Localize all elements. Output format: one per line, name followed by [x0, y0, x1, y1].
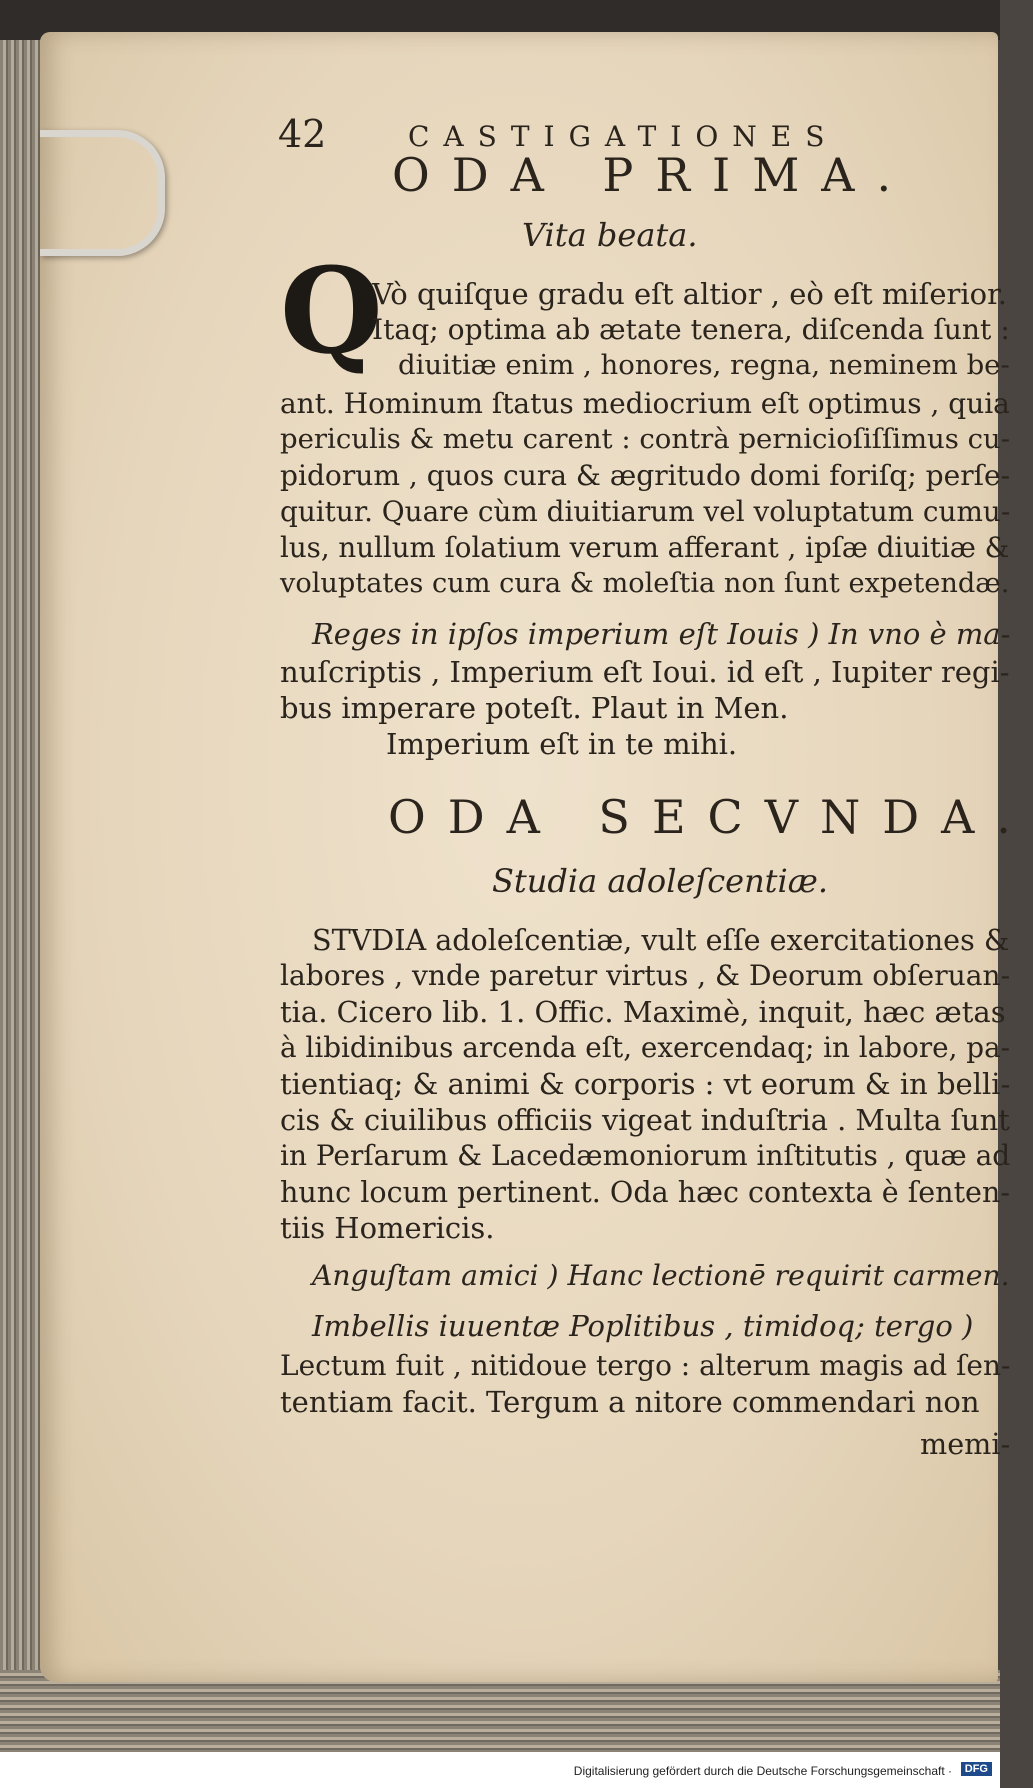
- digitization-footer: [0, 1752, 1000, 1788]
- ode-1-line: Vò quiſque gradu eſt altior , eò eſt miſerior.: [372, 277, 1008, 311]
- ode-2-line: tia. Cicero lib. 1. Offic. Maximè, inquit, hæc ætas: [280, 995, 1006, 1029]
- ode-2-title: ODA SECVNDA.: [388, 790, 1033, 844]
- ode-1-line: ant. Hominum ſtatus mediocrium eſt optimus , quia: [280, 387, 1010, 420]
- ode-1-line: quitur. Quare cùm diuitiarum vel voluptatum cumu-: [280, 495, 1011, 528]
- page-clip-icon: [40, 130, 165, 256]
- dfg-logo: DFG: [961, 1762, 992, 1776]
- ode-2-line: hunc locum pertinent. Oda hæc contexta è ſenten-: [280, 1175, 1011, 1209]
- running-head: CASTIGATIONES: [408, 120, 839, 153]
- ode-2-line: STVDIA adoleſcentiæ, vult eſſe exercitationes &: [312, 923, 1010, 957]
- ode-2-line: à libidinibus arcenda eſt, exercendaq; in labore, pa-: [280, 1031, 1011, 1064]
- ode-1-line: periculis & metu carent : contrà pernicioſiſſimus cu-: [280, 423, 1011, 455]
- ode-2-line: cis & ciuilibus officiis vigeat induſtria . Multa ſunt: [280, 1103, 1010, 1137]
- ode-2-note-line: Imbellis iuuentæ Poplitibus , timidoq; tergo ): [312, 1309, 974, 1343]
- page-number: 42: [278, 112, 327, 156]
- ode-1-title: ODA PRIMA.: [392, 148, 914, 202]
- ode-2-note-line: Lectum fuit , nitidoue tergo : alterum magis ad ſen-: [280, 1349, 1011, 1382]
- ode-1-note-line: nuſcriptis , Imperium eſt Ioui. id eſt , Iupiter regi-: [280, 655, 1010, 689]
- ode-2-line: labores , vnde paretur virtus , & Deorum obſeruan-: [280, 959, 1011, 992]
- ode-1-note-line: Reges in ipſos imperium eſt Iouis ) In vno è ma-: [312, 617, 1011, 651]
- ode-2-note-line: Anguſtam amici ) Hanc lectionē requirit carmen.: [312, 1259, 1010, 1292]
- ode-1-note-line: bus imperare poteſt. Plaut in Men.: [280, 691, 789, 725]
- ode-2-line: tientiaq; & animi & corporis : vt eorum & in belli-: [280, 1067, 1011, 1101]
- ode-1-line: pidorum , quos cura & ægritudo domi foriſq; perſe-: [280, 459, 1011, 492]
- ode-1-drop-cap: Q: [280, 241, 383, 380]
- ode-1-note-line: Imperium eſt in te mihi.: [386, 727, 738, 761]
- ode-1-line: diuitiæ enim , honores, regna, neminem be-: [398, 349, 1010, 381]
- ode-1-line: lus, nullum ſolatium verum afferant , ipſæ diuitiæ &: [280, 531, 1010, 564]
- ode-2-subtitle: Studia adoleſcentiæ.: [492, 862, 829, 900]
- book-page: [40, 32, 1033, 1682]
- funding-credit: Digitalisierung gefördert durch die Deutsche Forschungsgemeinschaft ·: [573, 1764, 952, 1778]
- ode-2-line: tiis Homericis.: [280, 1211, 495, 1245]
- ode-1-line: Itaq; optima ab ætate tenera, diſcenda ſunt :: [372, 313, 1010, 346]
- book-fore-edge-bottom: [0, 1670, 1000, 1752]
- ode-1-line: voluptates cum cura & moleſtia non ſunt expetendæ.: [280, 568, 1010, 599]
- ode-2-line: in Perſarum & Lacedæmoniorum inſtitutis , quæ ad: [280, 1139, 1011, 1172]
- ode-2-note-catchword: memi-: [920, 1427, 1011, 1461]
- ode-2-note-line: tentiam facit. Tergum a nitore commendari non: [280, 1385, 980, 1419]
- ode-1-subtitle: Vita beata.: [522, 216, 698, 254]
